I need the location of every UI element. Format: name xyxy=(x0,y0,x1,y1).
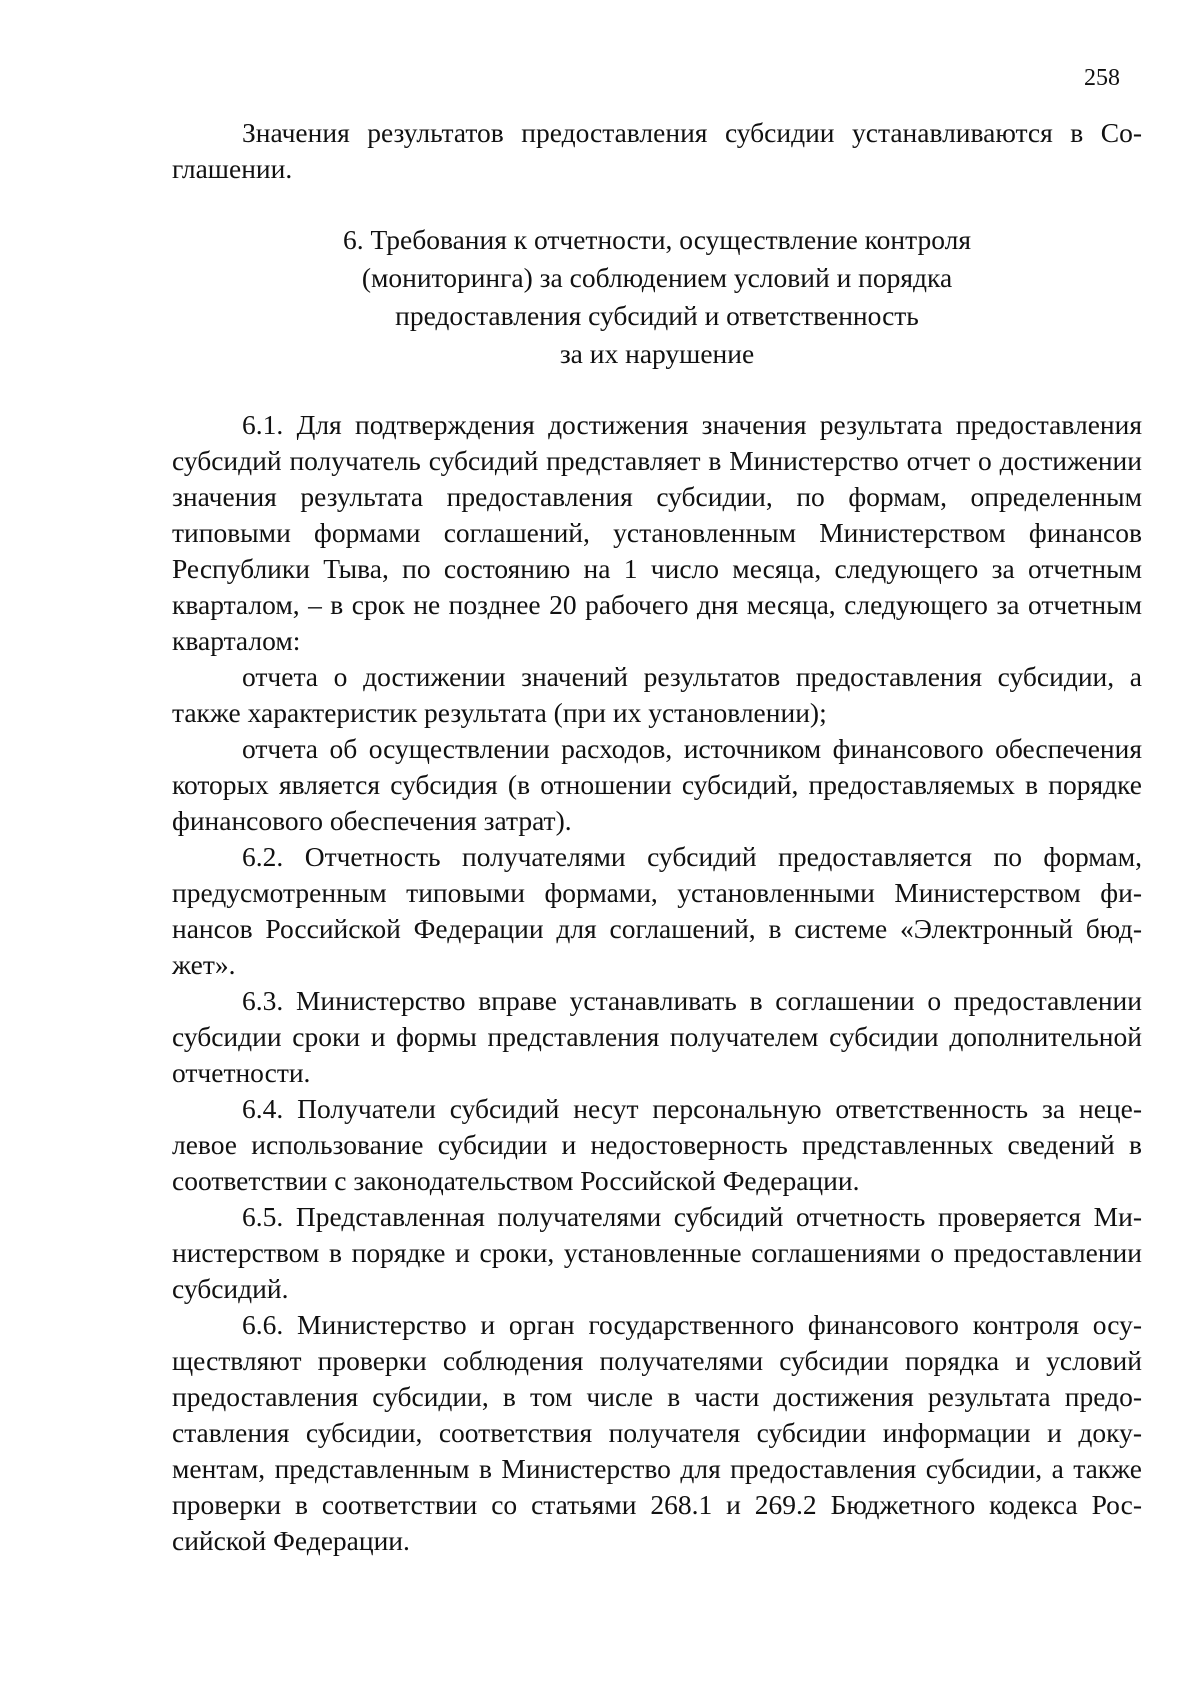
section-heading-line: 6. Требования к отчетности, осуществление контроля xyxy=(343,224,971,255)
section-heading-line: (мониторинга) за соблюдением условий и порядка xyxy=(361,262,953,293)
paragraph-6-1: 6.1. Для подтверждения достижения значения результата предоставления субсидий получатель субсидий представляет в Министерство отчет о достижении значения результата предоставления субсидии, по формам, определенным типовыми формами соглашений, установленным Министерством финансов Республики Тыва, по состоянию на 1 число месяца, следующего за отчетным кварталом, – в срок не позднее 20 рабочего дня месяца, следующего за отчетным кварталом: xyxy=(172,409,1142,656)
paragraph-6-5: 6.5. Представленная получателями субсидий отчетность проверяется Министерством в порядке и сроки, установленные соглашениями о предоставлении субсидий. xyxy=(172,1201,1142,1304)
paragraph-6-6: 6.6. Министерство и орган государственного финансового контроля осуществляют проверки соблюдения получателями субсидии порядка и условий предоставления субсидии, в том числе в части достижения результата предоставления субсидии, соответствия получателя субсидии информации и документам, представленным в Министерство для предоставления субсидии, а также проверки в соответствии со статьями 268.1 и 269.2 Бюджетного кодекса Российской Федерации. xyxy=(172,1309,1142,1556)
intro-paragraph: Значения результатов предоставления субсидии устанавливаются в Соглашении. xyxy=(172,117,1142,184)
paragraph-6-1-item-1: отчета о достижении значений результатов предоставления субсидии, а также характеристик результата (при их установлении); xyxy=(172,661,1142,728)
paragraph-6-3: 6.3. Министерство вправе устанавливать в соглашении о предоставлении субсидии сроки и формы представления получателем субсидии дополнительной отчетности. xyxy=(172,985,1142,1088)
section-heading-line: за их нарушение xyxy=(559,338,755,369)
section-heading xyxy=(172,221,1142,373)
document-body xyxy=(172,115,1142,1559)
page-number: 258 xyxy=(1084,65,1120,91)
paragraph-6-1-item-2: отчета об осуществлении расходов, источником финансового обеспечения которых является субсидия (в отношении субсидий, предоставляемых в порядке финансового обеспечения затрат). xyxy=(172,733,1142,836)
paragraph-6-2: 6.2. Отчетность получателями субсидий предоставляется по формам, предусмотренным типовыми формами, установленными Министерством финансов Российской Федерации для соглашений, в системе «Электронный бюджет». xyxy=(172,841,1142,980)
section-heading-line: предоставления субсидий и ответственность xyxy=(395,300,919,331)
paragraph-6-4: 6.4. Получатели субсидий несут персональную ответственность за нецелевое использование субсидии и недостоверность представленных сведений в соответствии с законодательством Российской Федерации. xyxy=(172,1093,1142,1196)
